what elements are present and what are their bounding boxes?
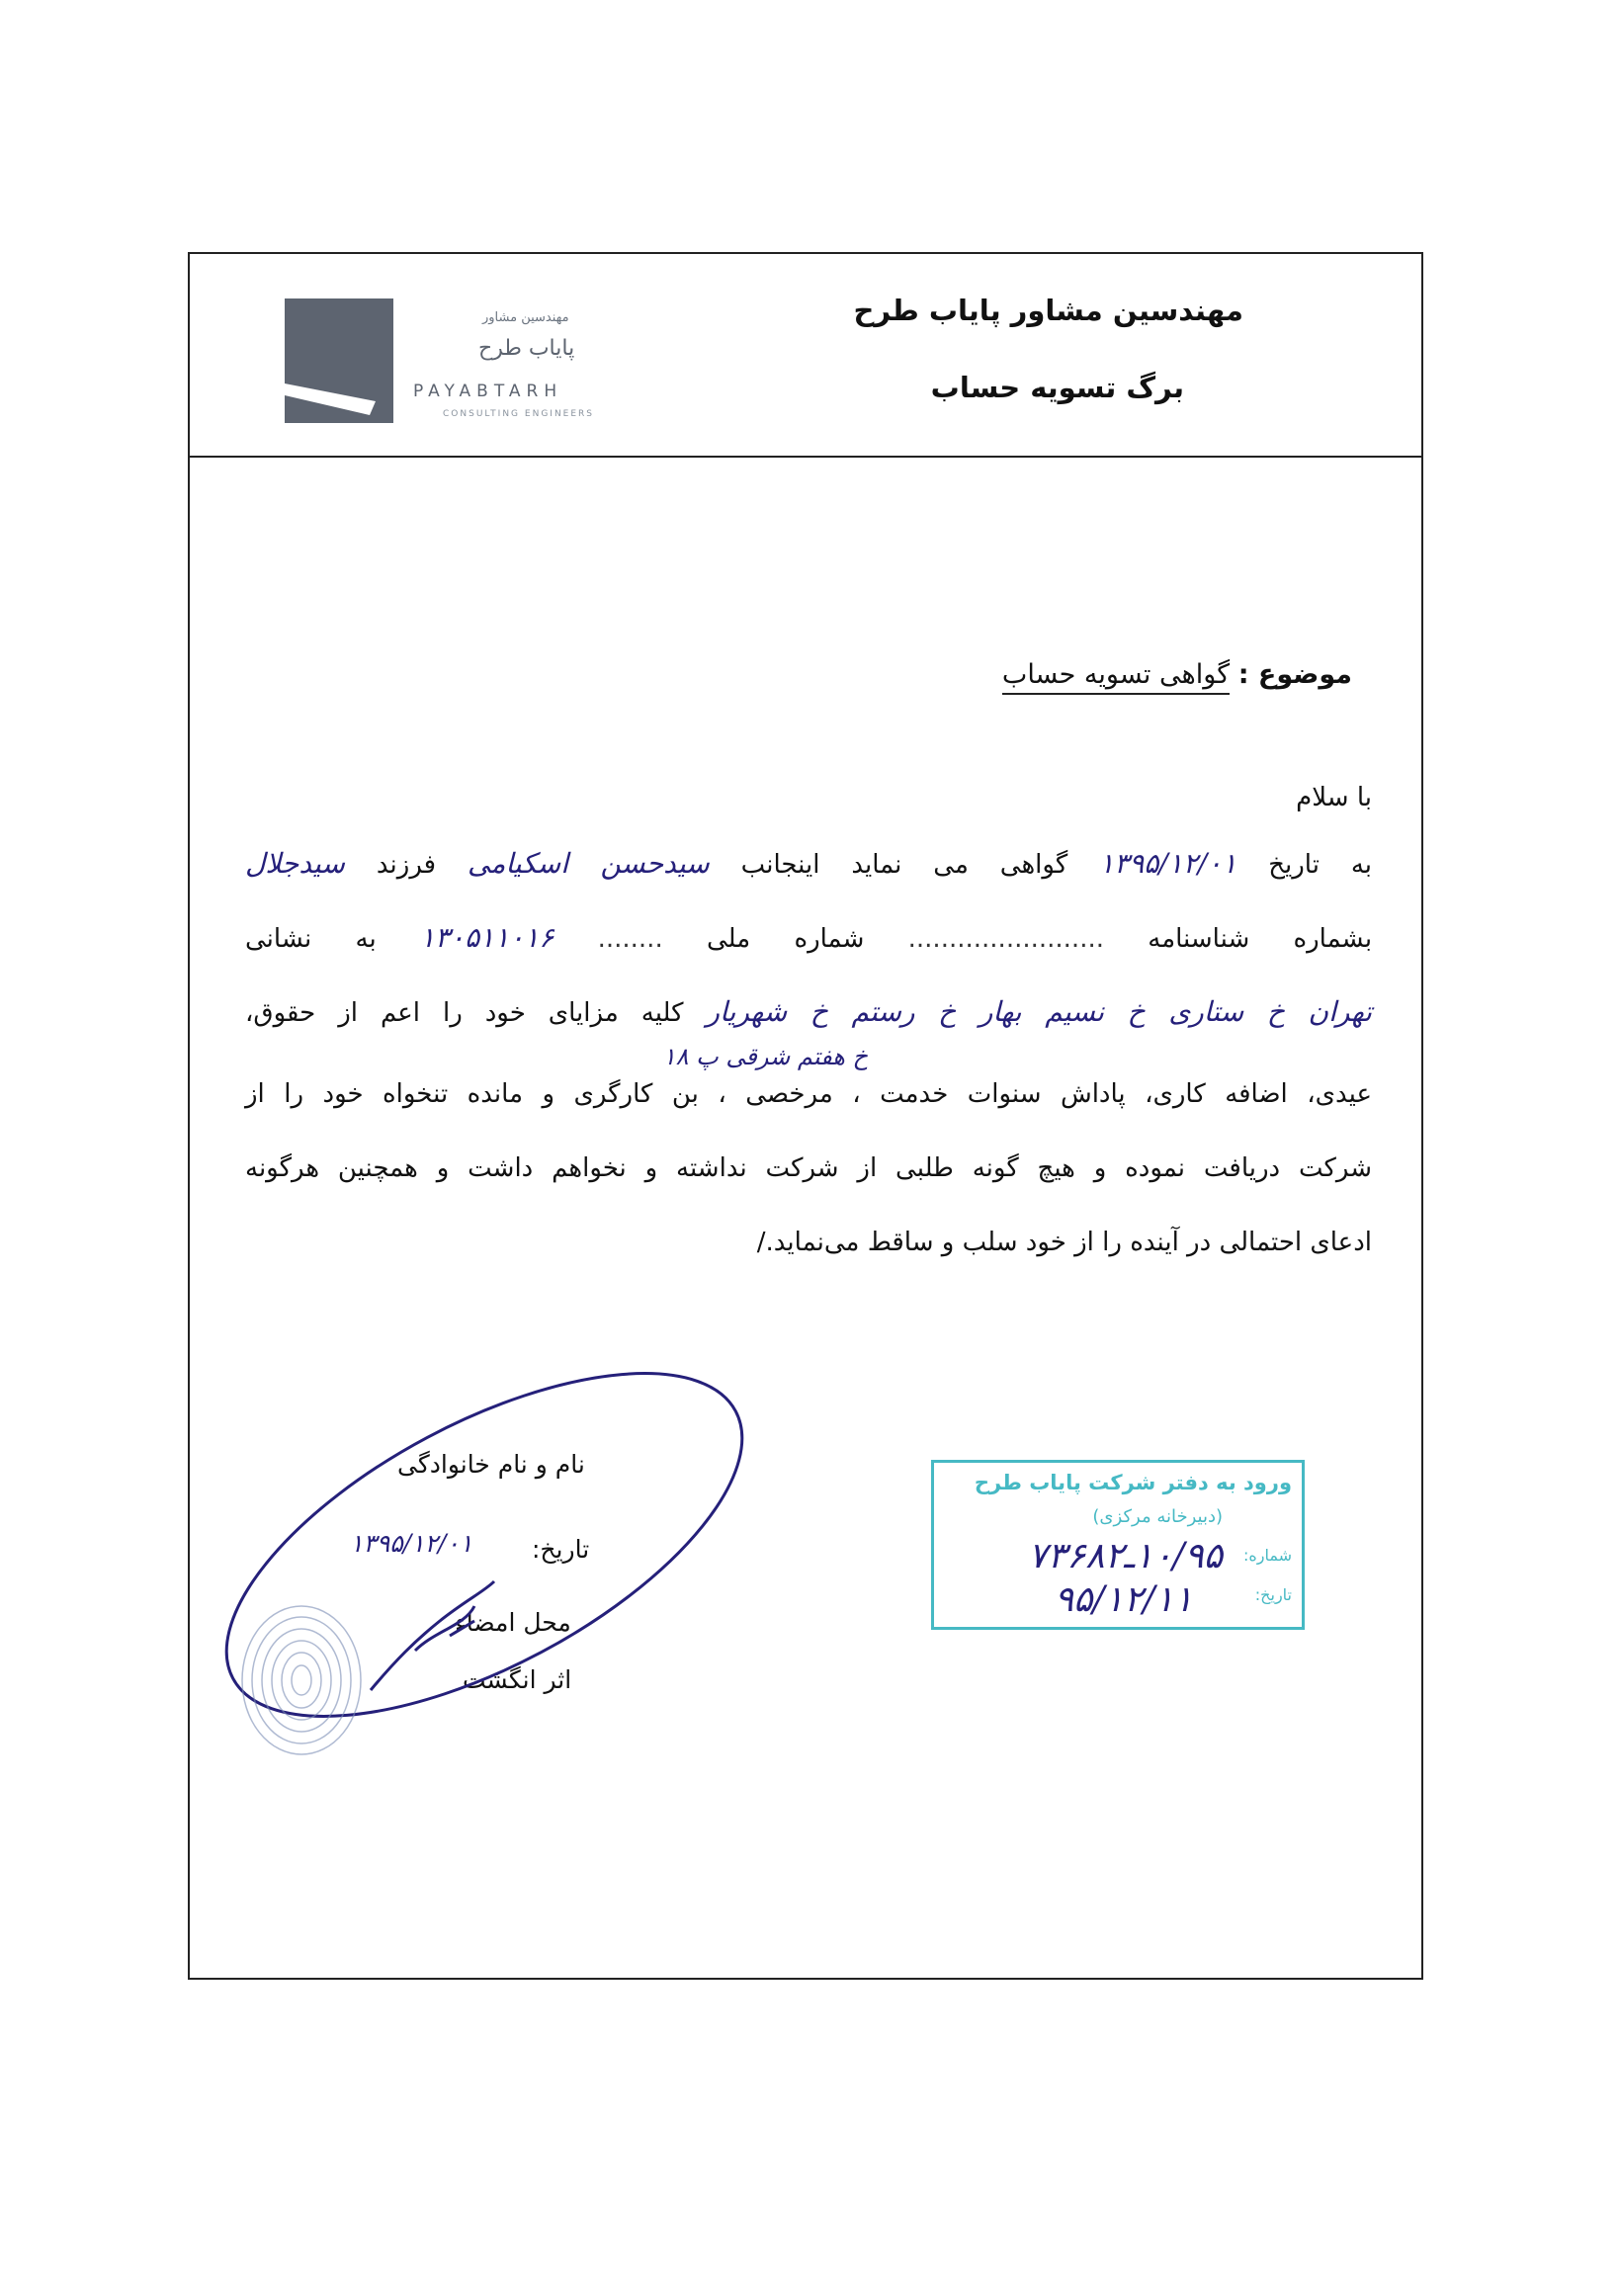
l3-address: تهران خ ستاری خ نسیم بهار خ رستم خ شهریار bbox=[706, 995, 1373, 1028]
l2-text-a: بشماره شناسنامه bbox=[1148, 924, 1373, 954]
stamp-title: ورود به دفتر شرکت پایاب طرح bbox=[974, 1471, 1292, 1494]
l1-date: ۱۳۹۵/۱۲/۰۱ bbox=[1099, 847, 1237, 880]
l2-national-id: ۱۳۰۵۱۱۰۱۶ bbox=[419, 921, 554, 954]
stamp-subtitle: (دبیرخانه مرکزی) bbox=[1092, 1506, 1223, 1527]
signature-oval-icon bbox=[176, 1304, 793, 1786]
greeting: با سلام bbox=[1296, 783, 1372, 812]
stamp-number-value: ۱۰/۹۵ـ۷۳۶۸۲ bbox=[1028, 1536, 1223, 1576]
logo-en-sub: CONSULTING ENGINEERS bbox=[443, 409, 595, 419]
date-value: ۱۳۹۵/۱۲/۰۱ bbox=[350, 1529, 473, 1558]
signature-scribble-icon bbox=[371, 1581, 494, 1690]
body-line-4: عیدی، اضافه کاری، پاداش سنوات خدمت ، مرخصی ، بن کارگری و مانده تنخواه خود را از bbox=[245, 1079, 1372, 1109]
subject-value: گواهی تسویه حساب bbox=[1002, 659, 1230, 695]
l2-text-c: به نشانی bbox=[245, 924, 377, 954]
address-continuation: خ هفتم شرقی پ ۱۸ bbox=[662, 1043, 868, 1070]
subject-label: موضوع : bbox=[1237, 659, 1352, 690]
l2-dots-1: ........................ bbox=[907, 924, 1104, 954]
stamp-date-value: ۹۵/۱۲/۱۱ bbox=[1054, 1579, 1193, 1620]
l1-text-a: به تاریخ bbox=[1268, 850, 1373, 880]
l1-name: سیدحسن اسکیامی bbox=[468, 847, 710, 880]
logo-fa: پایاب طرح bbox=[478, 336, 575, 361]
fingerprint-label: اثر انگشت bbox=[463, 1665, 572, 1694]
form-title: برگ تسویه حساب bbox=[930, 371, 1184, 404]
name-label: نام و نام خانوادگی bbox=[397, 1450, 585, 1479]
logo-en: PAYABTARH bbox=[413, 382, 563, 401]
logo-fa-small: مهندسین مشاور bbox=[482, 310, 569, 325]
l1-text-c: فرزند bbox=[376, 850, 437, 880]
stamp-date-label: تاریخ: bbox=[1254, 1585, 1292, 1604]
l3-text: کلیه مزایای خود را اعم از حقوق، bbox=[245, 998, 684, 1028]
body-line-6: ادعای احتمالی در آینده را از خود سلب و ساقط می‌نماید./ bbox=[756, 1228, 1372, 1257]
l2-dots-2: ........ bbox=[597, 924, 663, 954]
body-line-5: شرکت دریافت نموده و هیچ گونه طلبی از شرکت نداشته و نخواهم داشت و همچنین هرگونه bbox=[245, 1153, 1372, 1183]
l2-text-b: شماره ملی bbox=[706, 924, 865, 954]
sign-label: محل امضاء bbox=[455, 1608, 571, 1637]
fingerprint-icon bbox=[242, 1606, 361, 1754]
l1-father: سیدجلال bbox=[245, 847, 345, 880]
stamp-number-label: شماره: bbox=[1242, 1546, 1292, 1565]
date-label: تاریخ: bbox=[532, 1535, 590, 1564]
l1-text-b: گواهی می نماید اینجانب bbox=[740, 850, 1068, 880]
company-name: مهندسین مشاور پایاب طرح bbox=[853, 294, 1243, 327]
